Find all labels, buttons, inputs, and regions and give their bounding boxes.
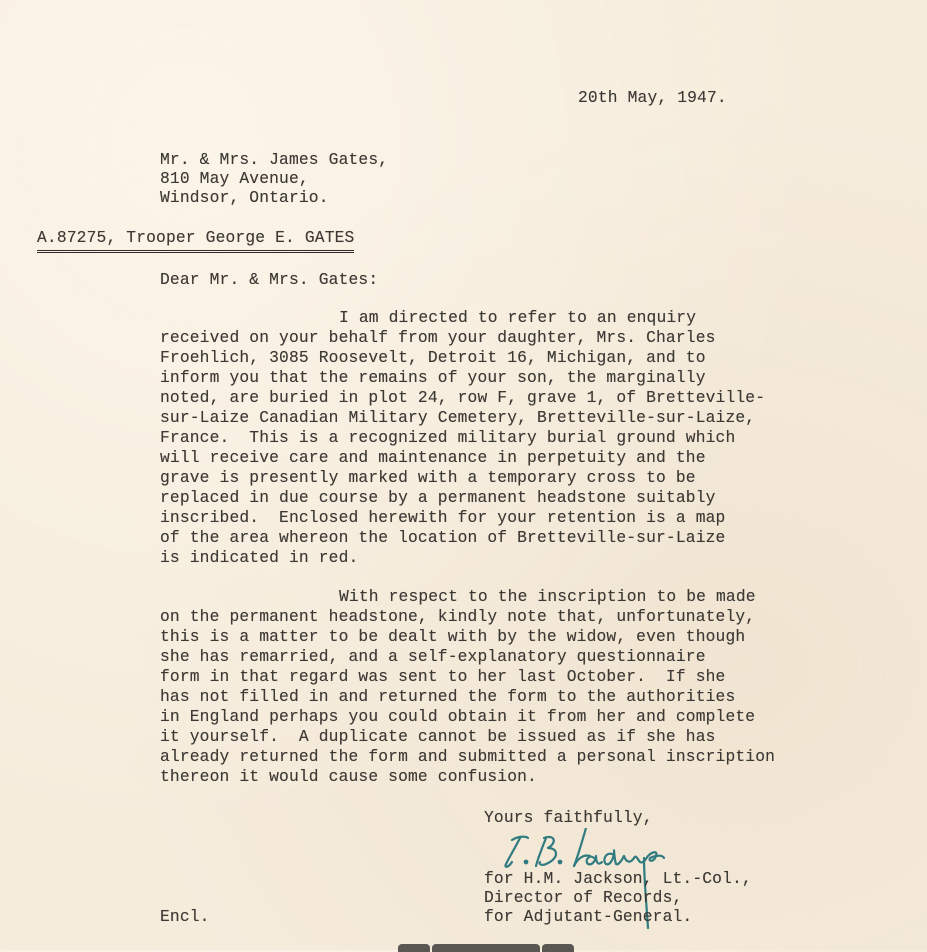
signatory-department: for Adjutant-General. bbox=[484, 907, 693, 926]
paragraph-line: With respect to the inscription to be made bbox=[339, 587, 756, 606]
letter-date: 20th May, 1947. bbox=[578, 88, 727, 107]
paragraph-line: replaced in due course by a permanent headstone suitably bbox=[160, 488, 716, 507]
signatory-title: Director of Records, bbox=[484, 888, 683, 907]
paragraph-line: will receive care and maintenance in perpetuity and the bbox=[160, 448, 706, 467]
paragraph-line: in England perhaps you could obtain it from her and complete bbox=[160, 707, 756, 726]
paragraph-line: grave is presently marked with a temporary cross to be bbox=[160, 468, 696, 487]
recipient-name: Mr. & Mrs. James Gates, bbox=[160, 150, 389, 169]
paragraph-line: has not filled in and returned the form to the authorities bbox=[160, 687, 736, 706]
enclosure-note: Encl. bbox=[160, 907, 210, 926]
recipient-street: 810 May Avenue, bbox=[160, 169, 309, 188]
paragraph-line: inscribed. Enclosed herewith for your retention is a map bbox=[160, 508, 726, 527]
toolbar-button[interactable] bbox=[398, 944, 430, 952]
reference-line: A.87275, Trooper George E. GATES bbox=[37, 228, 354, 253]
paragraph-line: is indicated in red. bbox=[160, 548, 359, 567]
paragraph-line: already returned the form and submitted a personal inscription bbox=[160, 747, 776, 766]
paragraph-line: this is a matter to be dealt with by the widow, even though bbox=[160, 627, 746, 646]
paragraph-line: noted, are buried in plot 24, row F, grave 1, of Bretteville- bbox=[160, 388, 766, 407]
paragraph-line: Froehlich, 3085 Roosevelt, Detroit 16, Michigan, and to bbox=[160, 348, 706, 367]
signatory-name: for H.M. Jackson, Lt.-Col., bbox=[484, 869, 752, 888]
paragraph-line: France. This is a recognized military burial ground which bbox=[160, 428, 736, 447]
paragraph-line: form in that regard was sent to her last October. If she bbox=[160, 667, 726, 686]
paragraph-line: she has remarried, and a self-explanatory questionnaire bbox=[160, 647, 706, 666]
paragraph-line: sur-Laize Canadian Military Cemetery, Bretteville-sur-Laize, bbox=[160, 408, 756, 427]
toolbar-button[interactable] bbox=[542, 944, 574, 952]
viewer-toolbar[interactable] bbox=[398, 944, 574, 950]
closing: Yours faithfully, bbox=[484, 808, 653, 827]
paragraph-line: thereon it would cause some confusion. bbox=[160, 767, 537, 786]
toolbar-button[interactable] bbox=[432, 944, 540, 952]
paragraph-line: on the permanent headstone, kindly note that, unfortunately, bbox=[160, 607, 756, 626]
paragraph-line: of the area whereon the location of Bretteville-sur-Laize bbox=[160, 528, 726, 547]
recipient-city: Windsor, Ontario. bbox=[160, 188, 329, 207]
paragraph-line: I am directed to refer to an enquiry bbox=[339, 308, 697, 327]
paragraph-line: it yourself. A duplicate cannot be issued as if she has bbox=[160, 727, 716, 746]
paragraph-line: received on your behalf from your daughter, Mrs. Charles bbox=[160, 328, 716, 347]
paragraph-line: inform you that the remains of your son, the marginally bbox=[160, 368, 706, 387]
salutation: Dear Mr. & Mrs. Gates: bbox=[160, 270, 379, 289]
